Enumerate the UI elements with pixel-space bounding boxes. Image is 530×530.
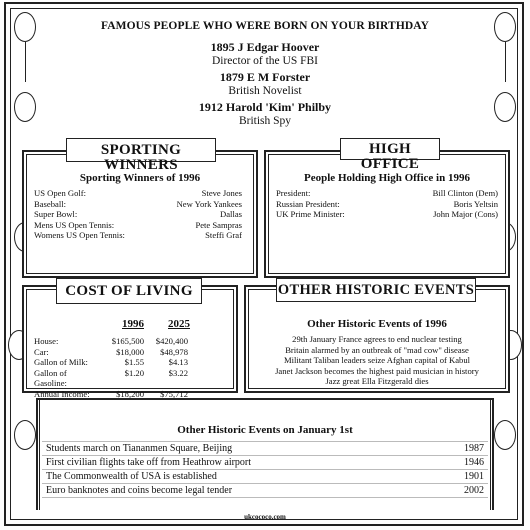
january-right-column	[490, 398, 494, 510]
historic-banner: OTHER HISTORIC EVENTS	[276, 278, 476, 302]
historic-heading: Other Historic Events of 1996	[307, 318, 447, 330]
balloon-string	[25, 42, 26, 82]
cost-table	[34, 336, 188, 400]
balloon-right-upper	[494, 92, 516, 122]
list-item: Jazz great Ella Fitzgerald dies	[325, 376, 429, 386]
list-item: President: Bill Clinton (Dem)	[276, 188, 498, 198]
list-item: Britain alarmed by an outbreak of "mad cow" disease	[285, 344, 469, 355]
balloon-left-bottom	[14, 420, 36, 450]
page-title: FAMOUS PEOPLE WHO WERE BORN ON YOUR BIRTHDAY	[100, 20, 430, 32]
balloon-left-upper	[14, 92, 36, 122]
person-name: 1879 E M Forster	[219, 70, 311, 84]
table-row: Annual Income: $18,200 $75,712	[34, 388, 188, 399]
office-list	[276, 188, 498, 220]
balloon-top-right	[494, 12, 516, 42]
table-row: Gallon of Milk: $1.55 $4.13	[34, 357, 188, 368]
cost-col-1996: 1996	[122, 318, 144, 330]
historic-list	[252, 334, 502, 387]
footer-site: ukcococo.com	[244, 513, 286, 521]
table-row: Students march on Tiananmen Square, Beijing 1987	[42, 442, 488, 456]
balloon-top-left	[14, 12, 36, 42]
famous-people	[100, 40, 430, 127]
table-row: Euro banknotes and coins become legal tender 2002	[42, 484, 488, 498]
balloon-right-bottom	[494, 420, 516, 450]
person-role: British Novelist	[228, 85, 302, 97]
list-item: 29th January France agrees to end nuclear testing	[292, 334, 462, 344]
january-divider	[36, 398, 494, 400]
list-item: US Open Golf: Steve Jones	[34, 188, 242, 198]
list-item: UK Prime Minister: John Major (Cons)	[276, 209, 498, 219]
person-role: Director of the US FBI	[211, 55, 319, 67]
office-heading: People Holding High Office in 1996	[304, 172, 470, 184]
sporting-list	[34, 188, 242, 241]
table-row: House: $165,500 $420,400	[34, 336, 188, 346]
january-left-column	[36, 398, 40, 510]
list-item: Womens US Open Tennis: Steffi Graf	[34, 230, 242, 240]
person-role: British Spy	[238, 115, 292, 127]
person-name: 1912 Harold 'Kim' Philby	[198, 100, 332, 114]
list-item: Super Bowl: Dallas	[34, 209, 242, 219]
balloon-string	[505, 42, 506, 82]
table-row: The Commonwealth of USA is established 1901	[42, 470, 488, 484]
table-row: First civilian flights take off from Heathrow airport 1946	[42, 456, 488, 470]
list-item: Baseball: New York Yankees	[34, 198, 242, 209]
january-heading: Other Historic Events on January 1st	[177, 424, 353, 436]
january-list	[42, 441, 488, 498]
list-item: Mens US Open Tennis: Pete Sampras	[34, 219, 242, 230]
list-item: Janet Jackson becomes the highest paid musician in history	[275, 365, 479, 376]
sporting-heading: Sporting Winners of 1996	[79, 172, 201, 184]
office-banner: HIGH OFFICE	[340, 138, 440, 160]
person-name: 1895 J Edgar Hoover	[210, 40, 320, 54]
table-row: Car: $18,000 $48,978	[34, 346, 188, 357]
cost-col-2025: 2025	[168, 318, 190, 330]
cost-banner: COST OF LIVING	[56, 278, 202, 304]
cost-column-headers	[122, 318, 198, 330]
list-item: Russian President: Boris Yeltsin	[276, 198, 498, 209]
table-row: Gallon of Gasoline: $1.20 $3.22	[34, 367, 188, 389]
sporting-banner: SPORTING WINNERS	[66, 138, 216, 162]
list-item: Militant Taliban leaders seize Afghan capital of Kabul	[283, 355, 471, 365]
